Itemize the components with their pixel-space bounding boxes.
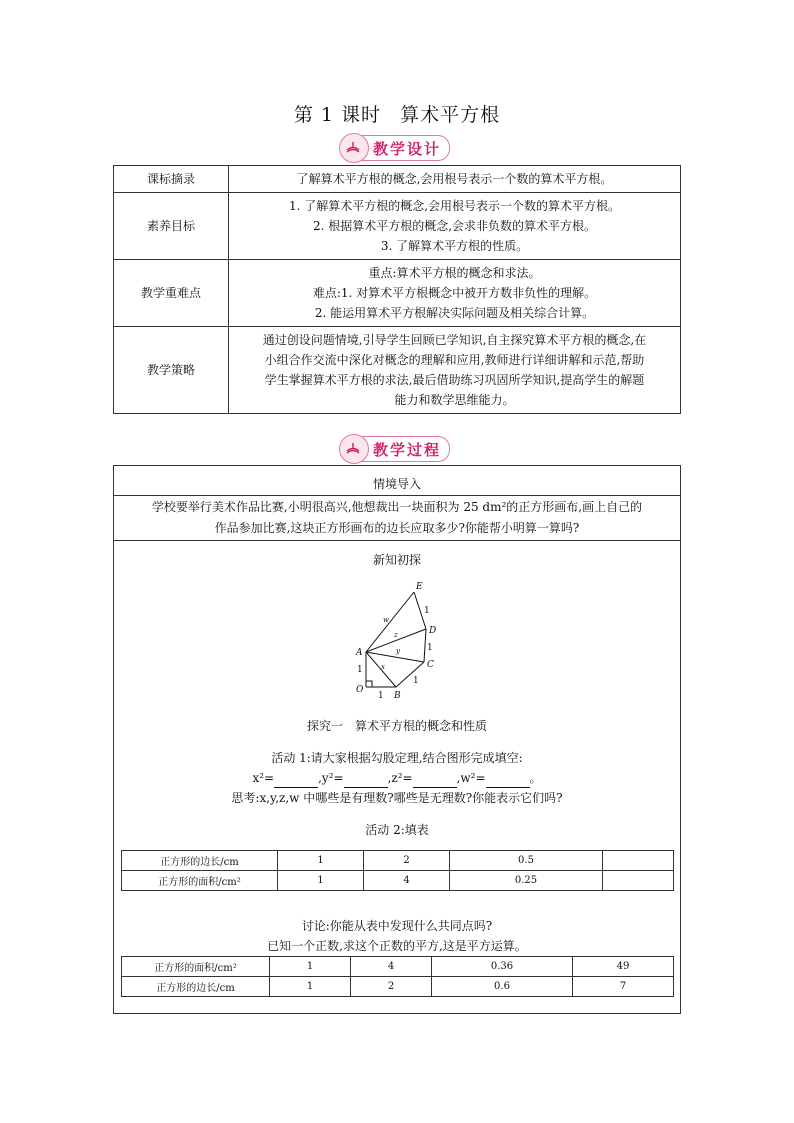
row-content: 通过创设问题情境,引导学生回顾已学知识,自主探究算术平方根的概念,在 小组合作交流中深化对概念的理解和应用,教师进行详细讲解和示范,帮助 学生掌握算术平方根的求法,最后借助练习巩固所学知识,提高学生的解题 能力和数学思维能力。 [229, 327, 681, 414]
activity1-line: 活动 1:请大家根据勾股定理,结合图形完成填空: [271, 751, 523, 765]
teaching-design-banner [340, 135, 450, 161]
label-x: x [381, 663, 385, 671]
label-A: A [356, 648, 363, 658]
banner-label: 教学设计 [373, 140, 442, 158]
row-content: 重点:算术平方根的概念和求法。 难点:1. 对算术平方根概念中被开方数非负性的理解。 2. 能运用算术平方根解决实际问题及相关综合计算。 [229, 260, 681, 327]
label-E: E [416, 582, 423, 592]
page-title [0, 100, 794, 127]
label-one: 1 [378, 691, 384, 700]
table-row: 正方形的面积/cm² 1 4 0.25 [122, 871, 674, 891]
intro-text-1: 学校要举行美术作品比赛,小明很高兴,他想裁出一块面积为 25 dm²的正方形画布,画上自己的 [151, 500, 643, 514]
table-row: 正方形的面积/cm² 1 4 0.36 49 [122, 957, 674, 977]
table-row [114, 166, 681, 193]
lesson-topic: 算术平方根 [400, 104, 501, 126]
table-row [114, 327, 681, 414]
table-row: 正方形的边长/cm 1 2 0.6 7 [122, 977, 674, 997]
row-label: 教学重难点 [114, 260, 229, 327]
row-label: 素养目标 [114, 193, 229, 260]
blank-w2[interactable] [486, 775, 530, 788]
label-one: 1 [427, 643, 433, 653]
teaching-process-banner [340, 436, 450, 462]
label-z: z [394, 631, 398, 639]
label-O: O [356, 685, 364, 695]
intro-heading: 情境导入 [372, 477, 421, 491]
table-row: 正方形的边长/cm 1 2 0.5 [122, 851, 674, 871]
blank-y2[interactable] [344, 775, 388, 788]
spiral-figure [334, 578, 454, 700]
label-one: 1 [424, 606, 430, 616]
book-icon [339, 434, 369, 464]
label-C: C [427, 660, 434, 670]
activity1-think: 思考:x,y,z,w 中哪些是有理数?哪些是无理数?你能表示它们吗? [231, 791, 563, 805]
label-w: w [383, 616, 389, 624]
book-icon [339, 133, 369, 163]
intro-text-2: 作品参加比赛,这块正方形画布的边长应取多少?你能帮小明算一算吗? [214, 521, 580, 535]
activity1-blanks: x²= ,y²= ,z²= ,w²= 。 [114, 768, 680, 788]
row-content: 1. 了解算术平方根的概念,会用根号表示一个数的算术平方根。 2. 根据算术平方根的概念,会求非负数的算术平方根。 3. 了解算术平方根的性质。 [229, 193, 681, 260]
lesson-number: 第 1 课时 [293, 104, 382, 126]
banner-label: 教学过程 [373, 441, 442, 459]
label-B: B [394, 691, 401, 700]
known-text: 已知一个正数,求这个正数的平方,这是平方运算。 [267, 939, 527, 953]
fill-table-1 [121, 850, 674, 891]
blank-z2[interactable] [413, 775, 457, 788]
blank-x2[interactable] [274, 775, 318, 788]
table-row [114, 193, 681, 260]
design-table [113, 165, 681, 414]
process-box [113, 465, 681, 1014]
explore-title: 探究一 算术平方根的概念和性质 [306, 719, 487, 733]
label-one: 1 [357, 665, 363, 675]
label-one: 1 [413, 676, 419, 686]
discussion-text: 讨论:你能从表中发现什么共同点吗? [301, 919, 493, 933]
row-label: 教学策略 [114, 327, 229, 414]
row-content: 了解算术平方根的概念,会用根号表示一个数的算术平方根。 [229, 166, 681, 193]
row-label: 课标摘录 [114, 166, 229, 193]
activity2-heading: 活动 2:填表 [365, 823, 429, 837]
label-y: y [396, 647, 400, 655]
divider [114, 540, 680, 541]
label-D: D [429, 626, 437, 636]
divider [114, 495, 680, 496]
table-row [114, 260, 681, 327]
fill-table-2 [121, 956, 674, 997]
new-knowledge-heading: 新知初探 [372, 553, 421, 567]
